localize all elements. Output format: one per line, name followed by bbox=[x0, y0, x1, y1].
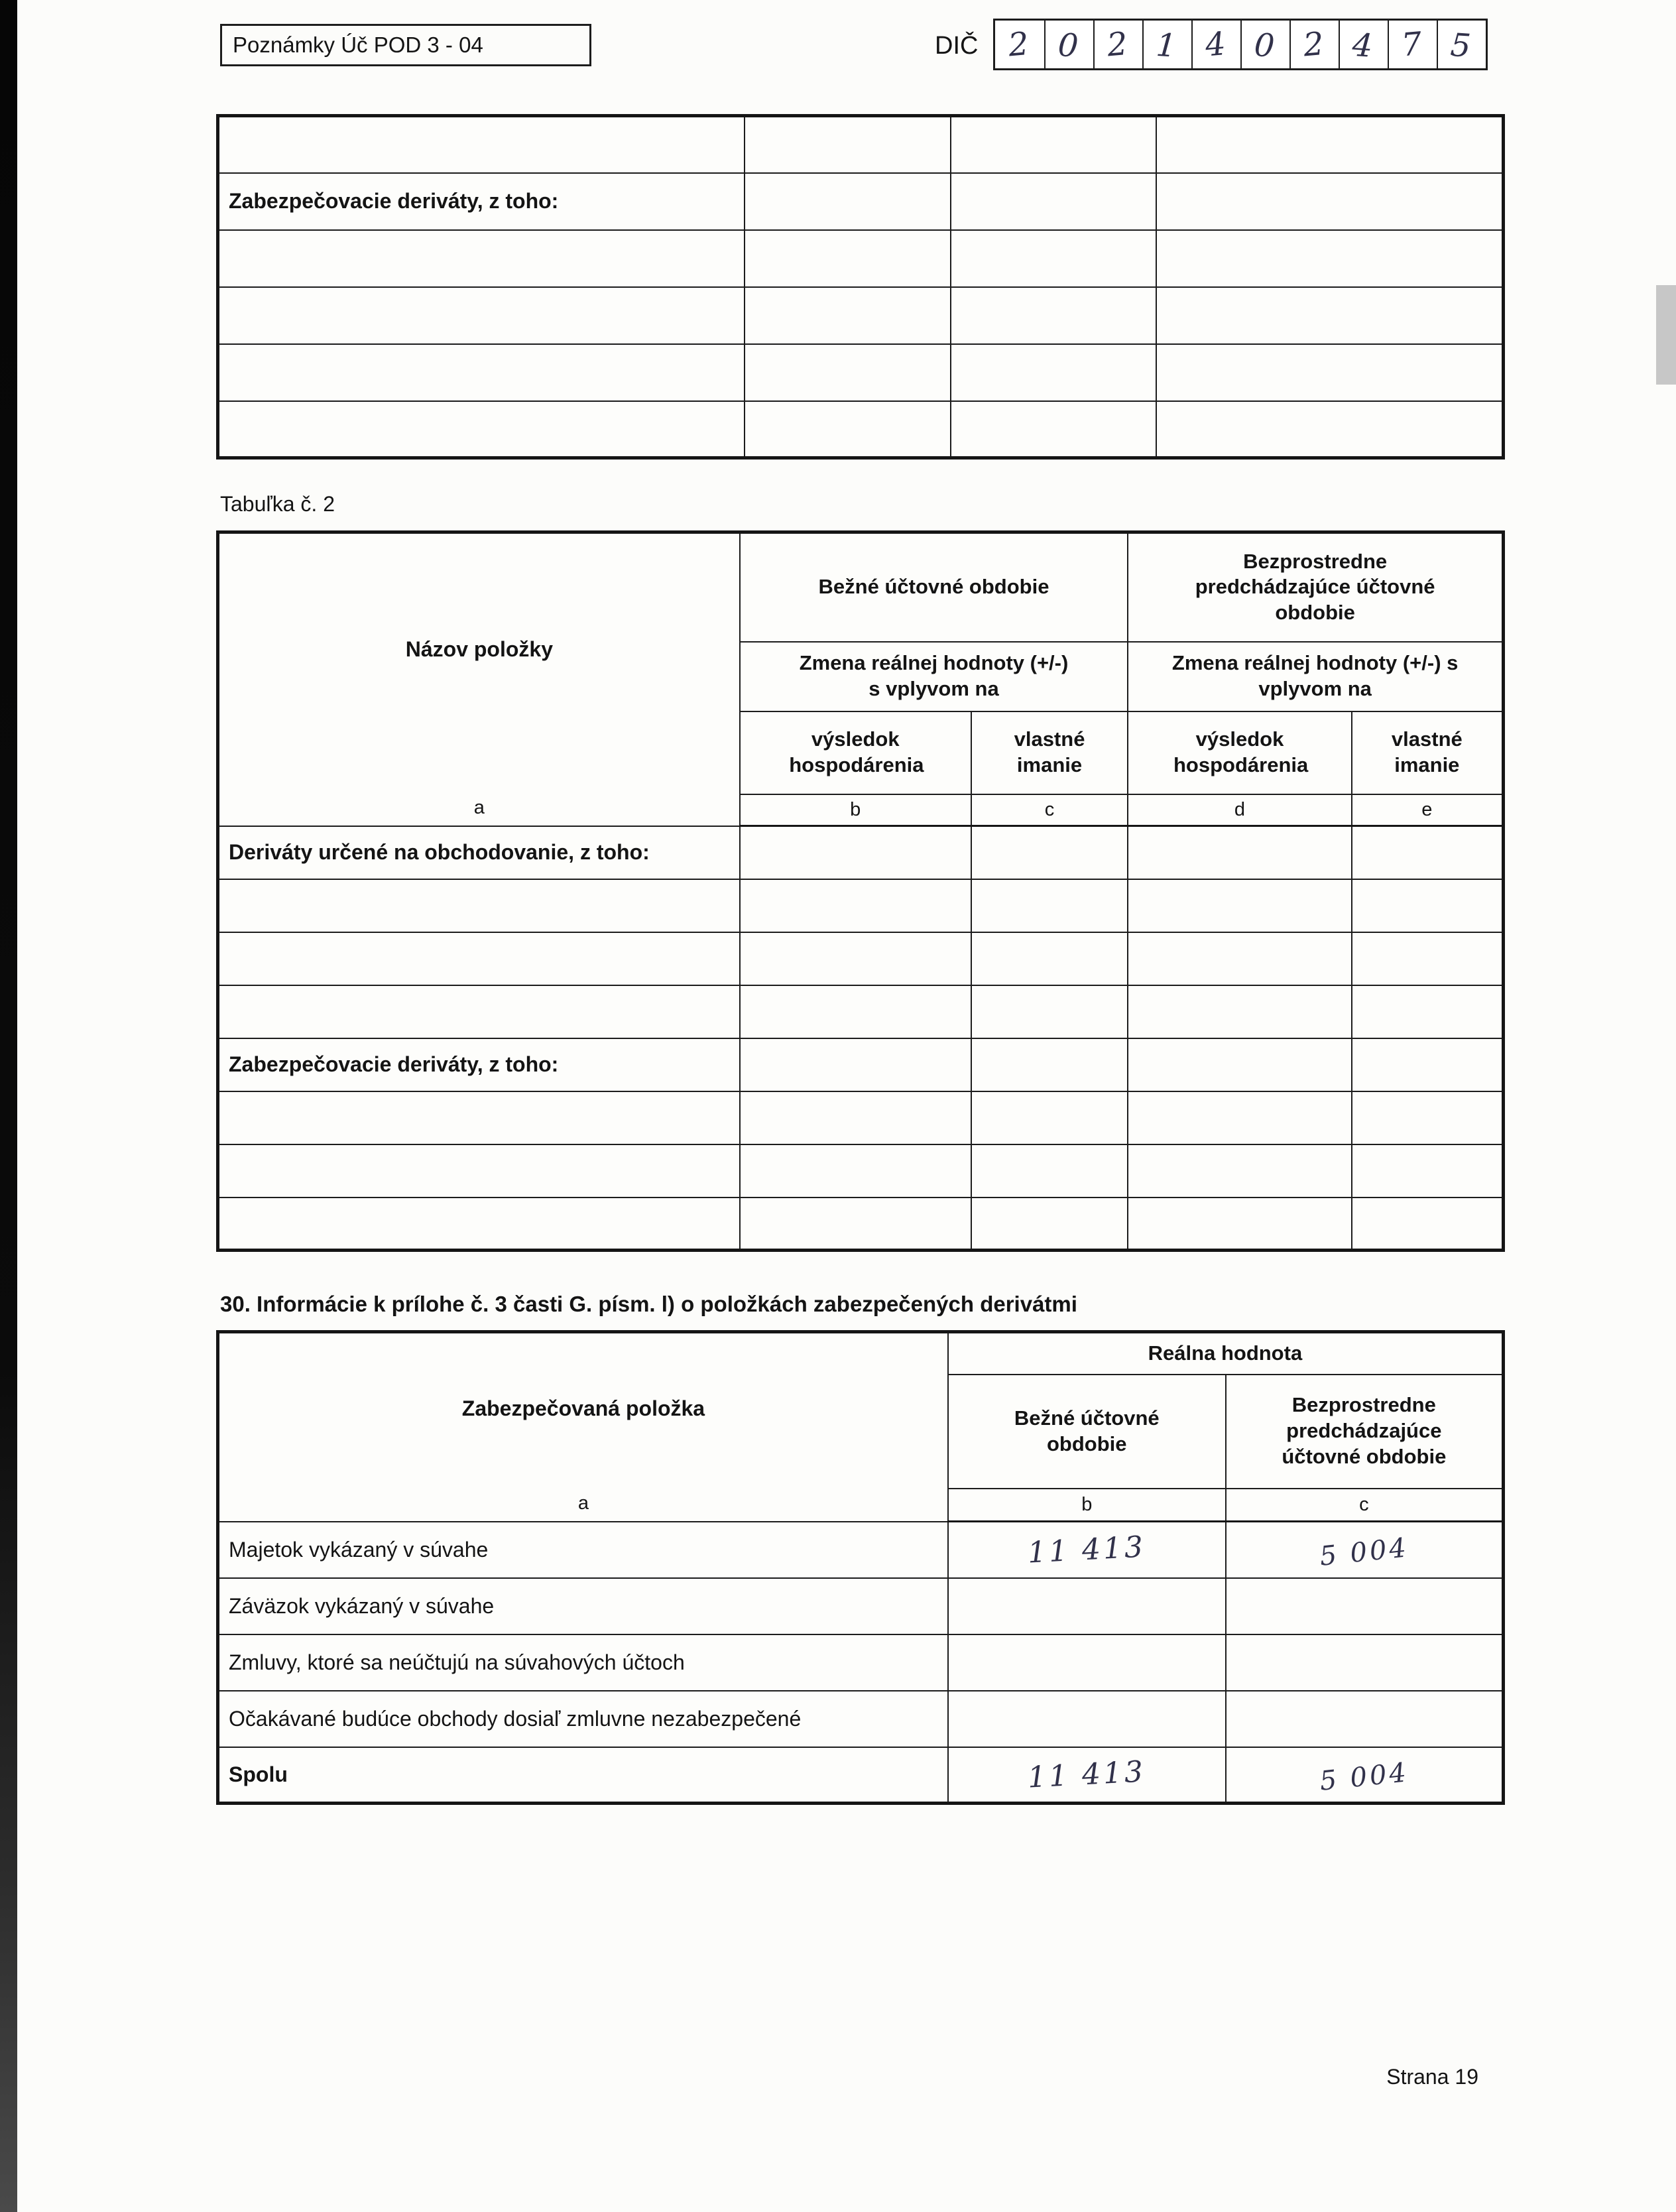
empty-cell bbox=[1156, 344, 1504, 401]
empty-cell bbox=[1128, 826, 1351, 879]
dic-digit-cell bbox=[1388, 21, 1437, 68]
handwritten-digit: 2 bbox=[1006, 25, 1033, 64]
table-row bbox=[218, 879, 1504, 932]
handwritten-value: 5 004 bbox=[1318, 1532, 1411, 1573]
current-period-header: Bežné účtovné obdobie bbox=[948, 1375, 1226, 1489]
scan-smudge-artifact bbox=[1656, 285, 1676, 385]
empty-cell bbox=[740, 1198, 971, 1251]
row-label-cell: Zmluvy, ktoré sa neúčtujú na súvahových účtoch bbox=[218, 1634, 948, 1691]
subcol-result-b: výsledok hospodárenia bbox=[740, 711, 971, 794]
empty-cell bbox=[1156, 401, 1504, 458]
handwritten-digit: 2 bbox=[1105, 25, 1132, 64]
item-column-title: Zabezpečovaná položka bbox=[461, 1396, 705, 1421]
name-column-header-cell bbox=[218, 532, 740, 826]
empty-cell bbox=[971, 1144, 1128, 1198]
handwritten-value: 5 004 bbox=[1318, 1757, 1411, 1798]
value-cell bbox=[1226, 1634, 1504, 1691]
empty-cell bbox=[1128, 1144, 1351, 1198]
empty-cell bbox=[740, 1038, 971, 1091]
table-row bbox=[218, 1691, 1504, 1747]
empty-cell bbox=[971, 932, 1128, 985]
section-30-heading: 30. Informácie k prílohe č. 3 časti G. písm. l) o položkách zabezpečených derivátmi bbox=[220, 1292, 1077, 1316]
row-label-cell: Majetok vykázaný v súvahe bbox=[218, 1522, 948, 1578]
handwritten-digit: 0 bbox=[1056, 26, 1083, 66]
empty-cell bbox=[745, 344, 950, 401]
table-row bbox=[218, 1522, 1504, 1578]
value-cell bbox=[1226, 1522, 1504, 1578]
empty-cell bbox=[971, 1038, 1128, 1091]
dic-digit-cell bbox=[1240, 21, 1289, 68]
empty-cell bbox=[1128, 985, 1351, 1038]
column-letter-b: b bbox=[740, 794, 971, 826]
value-cell bbox=[948, 1747, 1226, 1804]
dic-digit-grid bbox=[993, 19, 1488, 70]
handwritten-value: 11 413 bbox=[1027, 1530, 1147, 1570]
empty-cell bbox=[951, 287, 1156, 344]
empty-cell bbox=[971, 1091, 1128, 1144]
empty-cell bbox=[951, 401, 1156, 458]
row-label-cell: Očakávané budúce obchody dosiaľ zmluvne nezabezpečené bbox=[218, 1691, 948, 1747]
handwritten-digit: 4 bbox=[1203, 25, 1230, 64]
empty-cell bbox=[745, 287, 950, 344]
table-row bbox=[218, 230, 1504, 287]
empty-cell bbox=[951, 116, 1156, 173]
table2-caption: Tabuľka č. 2 bbox=[220, 492, 335, 516]
table-row bbox=[218, 116, 1504, 173]
header-row-fair-value bbox=[218, 1332, 1504, 1375]
empty-cell bbox=[740, 932, 971, 985]
handwritten-digit: 4 bbox=[1350, 26, 1377, 66]
handwritten-digit: 7 bbox=[1400, 25, 1426, 64]
table-row bbox=[218, 1091, 1504, 1144]
empty-cell bbox=[971, 1198, 1128, 1251]
empty-cell bbox=[1128, 932, 1351, 985]
handwritten-digit: 1 bbox=[1154, 26, 1181, 66]
dic-digit-cell bbox=[1437, 21, 1486, 68]
row-label-cell bbox=[218, 401, 745, 458]
derivatives-continuation-table bbox=[216, 114, 1505, 460]
empty-cell bbox=[745, 401, 950, 458]
dic-digit-cell bbox=[995, 21, 1044, 68]
row-label-cell bbox=[218, 985, 740, 1038]
header-row-periods bbox=[218, 532, 1504, 642]
empty-cell bbox=[1352, 985, 1504, 1038]
scan-edge-artifact bbox=[0, 0, 17, 2212]
table-row bbox=[218, 1038, 1504, 1091]
page-number: Strana 19 bbox=[1386, 2065, 1478, 2089]
empty-cell bbox=[740, 826, 971, 879]
empty-cell bbox=[745, 230, 950, 287]
row-label-cell: Záväzok vykázaný v súvahe bbox=[218, 1578, 948, 1634]
handwritten-digit: 2 bbox=[1301, 25, 1328, 64]
table-row bbox=[218, 1198, 1504, 1251]
empty-cell bbox=[1156, 173, 1504, 230]
row-label-cell bbox=[218, 879, 740, 932]
dic-digit-cell bbox=[1191, 21, 1240, 68]
column-letter-a: a bbox=[473, 796, 485, 818]
empty-cell bbox=[951, 230, 1156, 287]
empty-cell bbox=[740, 879, 971, 932]
row-label-cell bbox=[218, 287, 745, 344]
table-row bbox=[218, 1578, 1504, 1634]
form-id-box bbox=[220, 24, 591, 66]
empty-cell bbox=[951, 173, 1156, 230]
table-row bbox=[218, 173, 1504, 230]
table-row bbox=[218, 826, 1504, 879]
dic-digit-cell bbox=[1289, 21, 1339, 68]
row-label-cell bbox=[218, 1198, 740, 1251]
handwritten-digit: 0 bbox=[1252, 26, 1279, 66]
subcol-equity-e: vlastné imanie bbox=[1352, 711, 1504, 794]
row-label-cell bbox=[218, 1091, 740, 1144]
column-letter-d: d bbox=[1128, 794, 1351, 826]
empty-cell bbox=[745, 173, 950, 230]
handwritten-value: 11 413 bbox=[1027, 1754, 1147, 1795]
empty-cell bbox=[745, 116, 950, 173]
empty-cell bbox=[1156, 230, 1504, 287]
value-cell bbox=[1226, 1691, 1504, 1747]
row-label-cell bbox=[218, 932, 740, 985]
subcol-equity-c: vlastné imanie bbox=[971, 711, 1128, 794]
dic-digit-cell bbox=[1142, 21, 1191, 68]
previous-period-header: Bezprostredne predchádzajúce účtovné obdobie bbox=[1128, 532, 1503, 642]
table-row bbox=[218, 932, 1504, 985]
empty-cell bbox=[971, 879, 1128, 932]
empty-cell bbox=[951, 344, 1156, 401]
table-row bbox=[218, 1144, 1504, 1198]
empty-cell bbox=[1352, 1198, 1504, 1251]
empty-cell bbox=[740, 1144, 971, 1198]
table-row bbox=[218, 344, 1504, 401]
table-secured-items bbox=[216, 1330, 1505, 1805]
empty-cell bbox=[1352, 1091, 1504, 1144]
value-cell bbox=[948, 1522, 1226, 1578]
empty-cell bbox=[740, 985, 971, 1038]
column-letter-c: c bbox=[971, 794, 1128, 826]
value-cell bbox=[948, 1691, 1226, 1747]
table-row bbox=[218, 287, 1504, 344]
dic-digit-cell bbox=[1339, 21, 1388, 68]
empty-cell bbox=[1156, 116, 1504, 173]
empty-cell bbox=[1128, 1091, 1351, 1144]
current-change-header: Zmena reálnej hodnoty (+/-) s vplyvom na bbox=[740, 642, 1128, 711]
empty-cell bbox=[1156, 287, 1504, 344]
value-cell bbox=[1226, 1747, 1504, 1804]
value-cell bbox=[1226, 1578, 1504, 1634]
row-label-cell bbox=[218, 344, 745, 401]
row-label-cell bbox=[218, 116, 745, 173]
row-label-cell: Zabezpečovacie deriváty, z toho: bbox=[218, 173, 745, 230]
empty-cell bbox=[1128, 879, 1351, 932]
empty-cell bbox=[1128, 1038, 1351, 1091]
value-cell bbox=[948, 1634, 1226, 1691]
empty-cell bbox=[1128, 1198, 1351, 1251]
row-label-cell: Zabezpečovacie deriváty, z toho: bbox=[218, 1038, 740, 1091]
dic-digit-cell bbox=[1044, 21, 1093, 68]
name-column-title: Názov položky bbox=[405, 637, 553, 661]
subcol-result-d: výsledok hospodárenia bbox=[1128, 711, 1351, 794]
table-row bbox=[218, 985, 1504, 1038]
value-cell bbox=[948, 1578, 1226, 1634]
row-label-cell: Spolu bbox=[218, 1747, 948, 1804]
fair-value-header: Reálna hodnota bbox=[948, 1332, 1504, 1375]
row-label-cell bbox=[218, 1144, 740, 1198]
empty-cell bbox=[1352, 826, 1504, 879]
empty-cell bbox=[1352, 879, 1504, 932]
current-period-header: Bežné účtovné obdobie bbox=[740, 532, 1128, 642]
empty-cell bbox=[971, 985, 1128, 1038]
empty-cell bbox=[1352, 932, 1504, 985]
previous-period-header: Bezprostredne predchádzajúce účtovné obdobie bbox=[1226, 1375, 1504, 1489]
dic-digit-cell bbox=[1093, 21, 1142, 68]
table-row bbox=[218, 401, 1504, 458]
form-id-label: Poznámky Úč POD 3 - 04 bbox=[233, 32, 483, 57]
column-letter-e: e bbox=[1352, 794, 1504, 826]
column-letter-a: a bbox=[577, 1493, 589, 1514]
table2-derivatives bbox=[216, 530, 1505, 1252]
empty-cell bbox=[971, 826, 1128, 879]
empty-cell bbox=[1352, 1038, 1504, 1091]
row-label-cell: Deriváty určené na obchodovanie, z toho: bbox=[218, 826, 740, 879]
column-letter-b: b bbox=[948, 1489, 1226, 1522]
item-column-header-cell bbox=[218, 1332, 948, 1522]
handwritten-digit: 5 bbox=[1449, 26, 1475, 66]
table-row bbox=[218, 1634, 1504, 1691]
empty-cell bbox=[1352, 1144, 1504, 1198]
column-letter-c: c bbox=[1226, 1489, 1504, 1522]
dic-label: DIČ bbox=[935, 32, 979, 60]
row-label-cell bbox=[218, 230, 745, 287]
table-row-total bbox=[218, 1747, 1504, 1804]
previous-change-header: Zmena reálnej hodnoty (+/-) s vplyvom na bbox=[1128, 642, 1503, 711]
empty-cell bbox=[740, 1091, 971, 1144]
